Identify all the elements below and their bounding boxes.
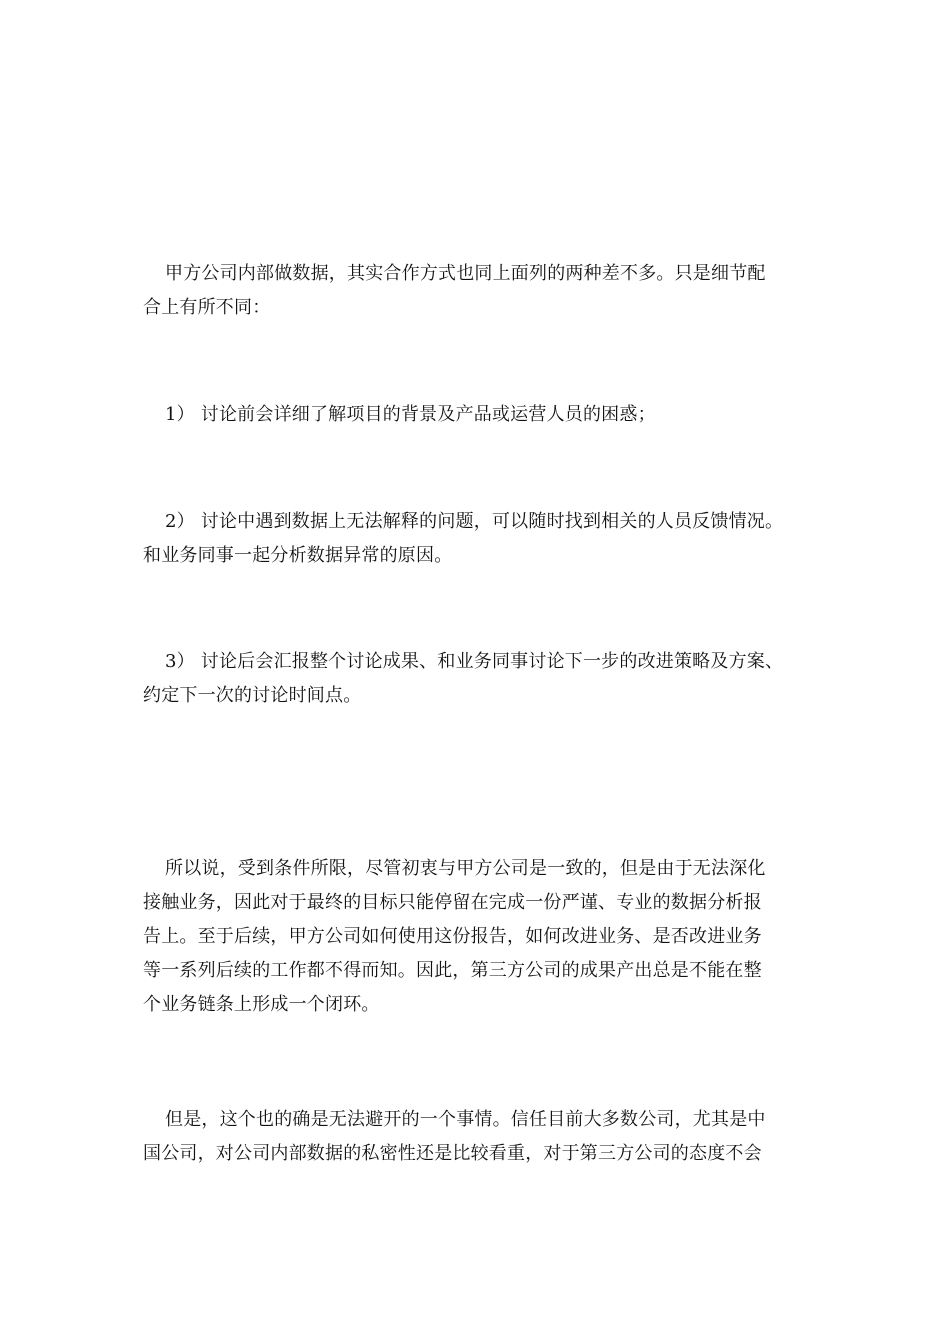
list-item-1: [143, 398, 803, 432]
text-line: 甲方公司内部做数据，其实合作方式也同上面列的两种差不多。只是细节配: [165, 263, 766, 284]
text-line: 接触业务，因此对于最终的目标只能停留在完成一份严谨、专业的数据分析报: [143, 892, 762, 913]
text-line: 国公司，对公司内部数据的私密性还是比较看重，对于第三方公司的态度不会: [143, 1143, 762, 1164]
text-line: 个业务链条上形成一个闭环。: [143, 994, 380, 1015]
paragraph-however: [143, 1103, 803, 1171]
paragraph-intro: [143, 257, 803, 325]
text-line: 但是，这个也的确是无法避开的一个事情。信任目前大多数公司，尤其是中: [165, 1109, 766, 1130]
list-item-2: [143, 505, 803, 573]
text-line: 所以说，受到条件所限，尽管初衷与甲方公司是一致的，但是由于无法深化: [165, 858, 766, 879]
text-line: 约定下一次的讨论时间点。: [143, 685, 362, 706]
list-item-3: [143, 645, 803, 713]
text-line: 告上。至于后续，甲方公司如何使用这份报告，如何改进业务、是否改进业务: [143, 926, 762, 947]
paragraph-conclusion: [143, 852, 803, 1022]
text-line: 等一系列后续的工作都不得而知。因此，第三方公司的成果产出总是不能在整: [143, 960, 762, 981]
text-line: 1） 讨论前会详细了解项目的背景及产品或运营人员的困惑；: [165, 404, 656, 425]
text-line: 3） 讨论后会汇报整个讨论成果、和业务同事讨论下一步的改进策略及方案、: [165, 651, 784, 672]
text-line: 合上有所不同：: [143, 297, 271, 318]
text-line: 2） 讨论中遇到数据上无法解释的问题，可以随时找到相关的人员反馈情况。: [165, 511, 784, 532]
text-line: 和业务同事一起分析数据异常的原因。: [143, 545, 453, 566]
